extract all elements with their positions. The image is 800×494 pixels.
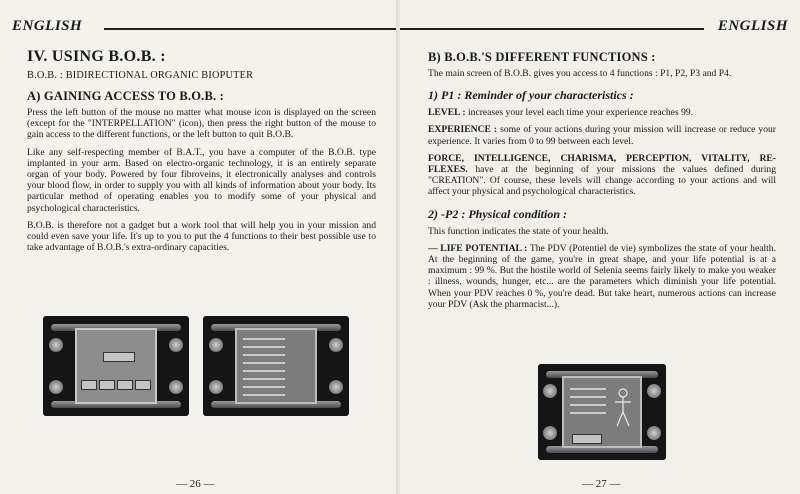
left-content xyxy=(27,48,376,259)
life-potential-text: The PDV (Potentiel de vie) symbolizes the state of your health. At the beginning of the game, you're in great shape, and your life potential is at a maximum : 99 %. But the hostile world of Selenia seems fairly likely to make you weaker : illness, wounds, hunger, etc... are the parameters which diminish your life potential. When your PDV reaches 0 %, you're dead. But take heart, numerous actions can increase your PDV (Ask the pharmacist...). xyxy=(428,242,776,310)
life-potential-term: — LIFE POTENTIAL : xyxy=(428,242,528,254)
menu-panel xyxy=(75,328,157,404)
right-page-number: — 27 — xyxy=(582,478,621,490)
section-b-heading: B) B.O.B.'S DIFFERENT FUNCTIONS : xyxy=(428,50,656,64)
p1-heading: 1) P1 : Reminder of your characteristics : xyxy=(428,88,634,103)
attributes-text: have at the beginning of your missions the values defined during "CREATION". Of course, these levels will change according to your actions and will affect your physical and psychological characteristics. xyxy=(428,164,776,198)
paragraph-attributes xyxy=(428,153,776,198)
paragraph-bob-description: Like any self-respecting member of B.A.T., you have a computer of the B.O.B. type implanted in your arm. Based on electro-organic technology, it is an entirely separate organ of your body. Powered by four fibroveins, it electronically analyses and controls your blood flow, in order to supply you with all kinds of information about your body. Its particular method of operating enables you to modify some of your physical and psychological characteristics. xyxy=(27,146,376,214)
right-content xyxy=(428,50,776,316)
screenshot-physical-condition xyxy=(538,364,666,460)
experience-text: some of your actions during your mission will increase or reduce your experience. It varies from 0 to 99 between each level. xyxy=(428,124,776,147)
paragraph-experience xyxy=(428,124,776,146)
stats-panel xyxy=(235,328,317,404)
paragraph-health-intro: This function indicates the state of your health. xyxy=(428,225,609,237)
left-header-rule xyxy=(104,28,398,30)
screenshot-main-menu xyxy=(43,316,189,416)
right-header xyxy=(400,18,788,34)
chapter-subtitle: B.O.B. : BIDIRECTIONAL ORGANIC BIOPUTER xyxy=(27,70,254,81)
paragraph-functions-intro: The main screen of B.O.B. gives you access to 4 functions : P1, P2, P3 and P4. xyxy=(428,68,732,79)
chapter-title: IV. USING B.O.B. : xyxy=(27,48,166,65)
experience-term: EXPERIENCE : xyxy=(428,124,498,136)
left-page-number: — 26 — xyxy=(176,478,215,490)
condition-panel xyxy=(562,376,642,448)
body-figure-icon xyxy=(612,388,634,428)
left-header xyxy=(12,18,398,34)
left-page xyxy=(0,0,398,494)
left-header-label: ENGLISH xyxy=(12,18,83,34)
level-term: LEVEL : xyxy=(428,107,466,119)
section-a-heading: A) GAINING ACCESS TO B.O.B. : xyxy=(27,89,225,103)
paragraph-life-potential xyxy=(428,243,776,310)
right-header-rule xyxy=(400,28,704,30)
left-screenshots xyxy=(43,316,363,416)
paragraph-access: Press the left button of the mouse no matter what mouse icon is displayed on the screen (except for the "INTERPELLATION" (icon), then press the right button of the mouse to gain access to the different functions, or the left button to quit B.O.B. xyxy=(27,107,376,141)
attributes-term: FORCE, INTELLIGENCE, CHARISMA, PERCEPTION, VITALITY, RE-FLEXES. xyxy=(428,152,776,176)
paragraph-work-tool: B.O.B. is therefore not a gadget but a work tool that will help you in your mission and could even save your life. It's up to you to put the 4 functions to their best possible use to take advantage of B.O.B.'s extra-ordinary capacities. xyxy=(27,219,376,254)
screenshot-characteristics xyxy=(203,316,349,416)
paragraph-level xyxy=(428,107,776,118)
level-text: increases your level each time your experience reaches 99. xyxy=(465,107,694,119)
p2-heading: 2) -P2 : Physical condition : xyxy=(428,206,567,221)
right-header-label: ENGLISH xyxy=(717,18,788,34)
